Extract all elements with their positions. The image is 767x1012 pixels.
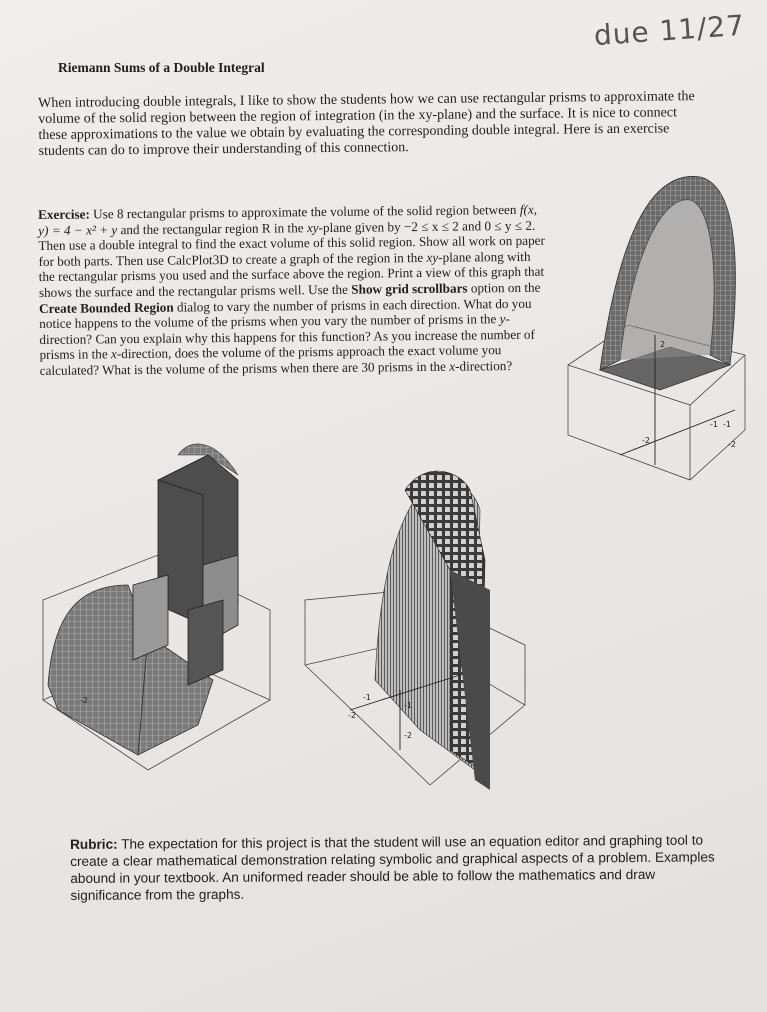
exercise-text: option on the	[467, 279, 541, 296]
axis-tick-label: -2	[728, 440, 736, 449]
rubric-paragraph	[70, 831, 720, 904]
exercise-text: -plane along with the rectangular prisms you used and the surface above the region. Print a view of this graph that shows the surface and the rectangular prisms well. Use the	[38, 248, 545, 300]
handwritten-note-text: due 11/27	[592, 8, 747, 53]
prisms-figure-left	[38, 435, 278, 785]
axis-tick-label: -1	[404, 701, 412, 710]
exercise-text: -direction?	[455, 357, 513, 374]
intro-paragraph: When introducing double integrals, I like to show the students how we can use rectangular prisms to approximate the volume of the solid region between the region of integration (in the xy-plane) and the surface. It is nice to connect these approximations to the value we obtain by evaluating the corresponding double integral. Here is an exercise students can do to improve their understanding of this connection.	[38, 89, 695, 159]
axis-tick-label: -2	[348, 711, 356, 720]
rubric-label: Rubric:	[70, 836, 118, 852]
axis-tick-label: -2	[404, 731, 412, 740]
axis-tick-label: -1	[710, 420, 718, 429]
axis-tick-label: -2	[642, 436, 650, 445]
exercise-text: and the rectangular region R in the	[117, 219, 307, 237]
exercise-text: dialog to vary the number of prisms in each direction. What do you notice happens to the volume of the prisms when you vary the number of prisms in the	[39, 295, 532, 332]
page-title: Riemann Sums of a Double Integral	[58, 60, 265, 75]
exercise-text: -direction? Can you explain why this happens for this function? As you increase the number of prisms in the	[39, 311, 535, 363]
exercise-label: Exercise:	[38, 206, 90, 222]
function-formula: f(x, y) = 4 − x² + y	[38, 201, 538, 238]
rubric-text: The expectation for this project is that the student will use an equation editor and graphing tool to create a clear mathematical demonstration relating symbolic and graphical aspects of a problem. Examples abound in your textbook. An uniformed reader should be able to follow the mathematics and draw significance from the graphs.	[70, 832, 715, 903]
exercise-text: -direction, does the volume of the prisms approach the exact volume you calculated? What is the volume of the prisms when there are 30 prisms in the	[39, 342, 502, 378]
exercise-text: x	[110, 346, 117, 362]
exercise-text: x	[449, 358, 456, 374]
exercise-text: Use 8 rectangular prisms to approximate the volume of the solid region between	[89, 201, 520, 222]
exercise-paragraph	[38, 202, 550, 379]
axis-tick-label: -2	[80, 696, 88, 705]
option-name: Show grid scrollbars	[351, 280, 468, 297]
dialog-name: Create Bounded Region	[38, 299, 174, 316]
axis-tick-label: -1	[723, 420, 731, 429]
handwritten-due-date	[588, 4, 748, 64]
axis-tick-label: 2	[660, 340, 666, 349]
exercise-text: xy	[306, 219, 319, 235]
surface-figure-right	[560, 165, 760, 495]
axis-tick-label: -1	[363, 693, 371, 702]
prisms-figure-middle	[300, 450, 540, 790]
exercise-text: -plane given by −2 ≤ x ≤ 2 and 0 ≤ y ≤ 2. Then use a double integral to find the exact volume of this solid region. Show all work on paper for both parts. Then use CalcPlot3D to create a graph of the region in the	[38, 217, 545, 269]
exercise-text: xy	[426, 249, 439, 265]
exercise-text: y	[499, 311, 506, 327]
